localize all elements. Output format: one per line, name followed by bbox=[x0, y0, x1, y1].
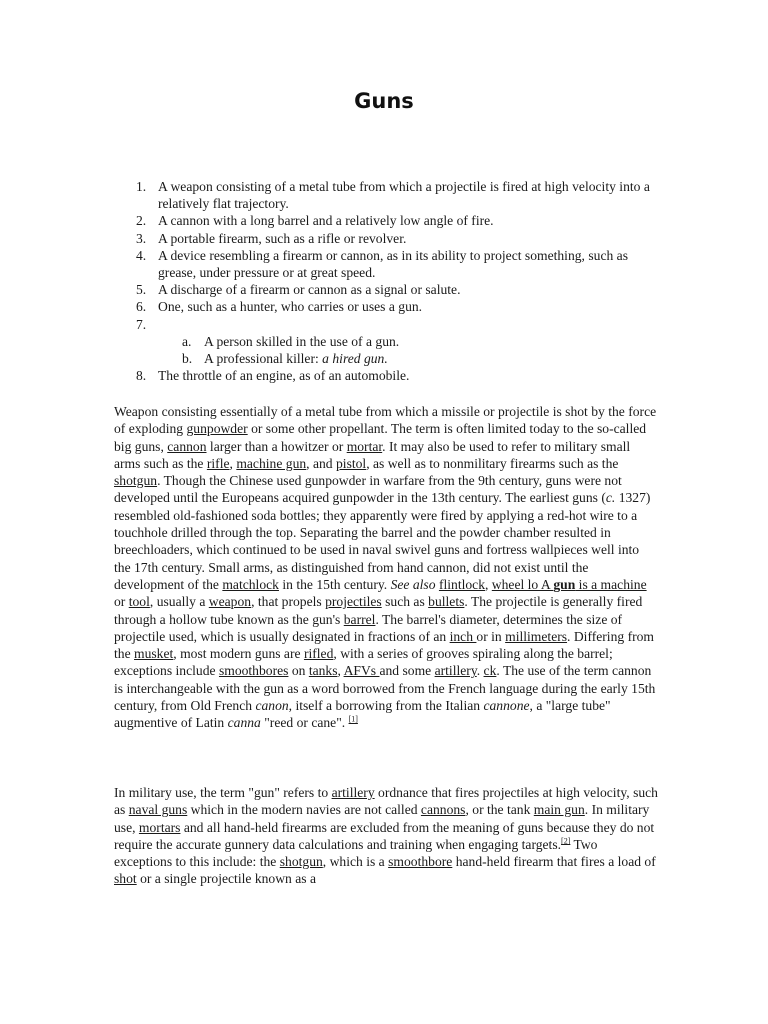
list-number: 5. bbox=[136, 282, 147, 298]
list-item bbox=[136, 178, 656, 212]
paragraph-text: and some bbox=[379, 663, 435, 679]
paragraph-text: in the 15th century. bbox=[278, 576, 391, 592]
sub-list-letter: b. bbox=[182, 351, 193, 367]
italic-text: canna bbox=[227, 715, 261, 731]
paragraph-text: , that propels bbox=[251, 594, 326, 610]
link-shotgun[interactable]: shotgun bbox=[114, 473, 158, 489]
definition-text: One, such as a hunter, who carries or uses a gun. bbox=[158, 299, 423, 315]
list-item bbox=[136, 281, 656, 298]
paragraph-text: In military use, the term "gun" refers to bbox=[114, 785, 332, 800]
paragraph-text: . The projectile is generally fired through a hollow tube known as the gun's bbox=[114, 594, 643, 627]
paragraph-text: or some other propellant. The term is often limited today to the so-called big guns, bbox=[114, 421, 647, 454]
paragraph-text: , bbox=[229, 455, 237, 471]
list-item bbox=[136, 230, 656, 247]
list-item bbox=[136, 298, 656, 315]
link-artillery[interactable]: artillery bbox=[434, 663, 477, 679]
paragraph-text: on bbox=[288, 663, 309, 679]
paragraph-text: , and bbox=[306, 455, 336, 471]
definition-text: A cannon with a long barrel and a relatively low angle of fire. bbox=[158, 213, 494, 229]
list-number: 2. bbox=[136, 213, 147, 229]
paragraph-text: . The barrel's diameter, determines the size of projectile used, which is usually designated in fractions of an bbox=[114, 611, 623, 644]
link-barrel[interactable]: barrel bbox=[343, 611, 376, 627]
italic-text: See also bbox=[390, 576, 436, 592]
paragraph-text: , itself a borrowing from the Italian bbox=[288, 698, 484, 714]
link-matchlock[interactable]: matchlock bbox=[222, 576, 279, 592]
sub-list-item bbox=[182, 350, 656, 367]
link-pistol[interactable]: pistol bbox=[336, 455, 367, 471]
link-flintlock[interactable]: flintlock bbox=[438, 576, 485, 592]
link-bullets[interactable]: bullets bbox=[428, 594, 465, 610]
paragraph-text: 1327) resembled old-fashioned soda bottles; they apparently were fired by applying a red-hot wire to a touchhole drilled through the top. Separating the barrel and the powder chamber resulted in breechloaders, which continued to be used in naval swivel guns and fortress wallpieces well into the 17th century. Small arms, as distinguished from hand cannon, did not exist until the development of the bbox=[114, 490, 651, 592]
definition-text: A weapon consisting of a metal tube from which a projectile is fired at high velocity into a relatively flat trajectory. bbox=[158, 179, 650, 212]
bold-text: gun bbox=[553, 576, 576, 592]
list-item bbox=[136, 367, 656, 384]
link-naval-guns[interactable]: naval guns bbox=[128, 802, 188, 818]
paragraph-text: Two exceptions to this include: the bbox=[114, 836, 598, 870]
paragraph-text: . bbox=[476, 663, 484, 679]
footnote-link-1[interactable]: [1] bbox=[348, 714, 358, 724]
paragraph-text: larger than a howitzer or bbox=[206, 438, 347, 454]
list-number: 8. bbox=[136, 368, 147, 384]
list-item bbox=[136, 212, 656, 229]
paragraph-text: . It may also be used to refer to military small arms such as the bbox=[114, 438, 631, 471]
link-musket[interactable]: musket bbox=[134, 646, 174, 662]
paragraph-text: such as bbox=[381, 594, 429, 610]
definition-text: A discharge of a firearm or cannon as a signal or salute. bbox=[158, 282, 461, 298]
sub-list-item bbox=[182, 333, 656, 350]
link-rifle[interactable]: rifle bbox=[206, 455, 230, 471]
paragraph-text: or in bbox=[476, 628, 506, 644]
link-mortar[interactable]: mortar bbox=[346, 438, 383, 454]
paragraph-text: hand-held firearm that fires a load of bbox=[452, 854, 656, 870]
link-millimeters[interactable]: millimeters bbox=[505, 628, 568, 644]
link-wheel-lock[interactable]: wheel lo A bbox=[491, 576, 554, 592]
link-rifled[interactable]: rifled bbox=[303, 646, 334, 662]
definition-text: A device resembling a firearm or cannon, as in its ability to project something, such as grease, under pressure or at great speed. bbox=[158, 247, 628, 281]
link-weapon[interactable]: weapon bbox=[208, 594, 252, 610]
link-smoothbores[interactable]: smoothbores bbox=[218, 663, 289, 679]
list-number: 4. bbox=[136, 247, 147, 263]
list-item bbox=[136, 316, 656, 368]
link-cannon[interactable]: cannon bbox=[167, 438, 207, 454]
body-paragraph bbox=[114, 784, 658, 888]
list-number: 6. bbox=[136, 299, 147, 315]
paragraph-text: . Though the Chinese used gunpowder in warfare from the 9th century, guns were not developed until the Europeans acquired gunpowder in the 13th century. The earliest guns ( bbox=[114, 473, 622, 506]
paragraph-text: , a "large tube" augmentive of Latin bbox=[114, 698, 611, 731]
paragraph-text: which in the modern navies are not called bbox=[187, 802, 421, 818]
definition-text: A person skilled in the use of a gun. bbox=[204, 333, 400, 349]
italic-text: c. bbox=[605, 490, 616, 506]
paragraph-text: or bbox=[114, 594, 129, 610]
paragraph-text: Weapon consisting essentially of a metal tube from which a missile or projectile is shot by the force of exploding bbox=[114, 404, 657, 437]
paragraph-text: , most modern guns are bbox=[173, 646, 304, 662]
list-number: 7. bbox=[136, 316, 147, 332]
definition-text: A portable firearm, such as a rifle or revolver. bbox=[158, 230, 407, 246]
link-tanks[interactable]: tanks bbox=[308, 663, 338, 679]
definition-list bbox=[136, 178, 656, 384]
paragraph-text: , bbox=[485, 576, 492, 592]
paragraph-text: . In military use, bbox=[114, 802, 650, 835]
link-shot[interactable]: shot bbox=[114, 871, 137, 887]
italic-text: cannone bbox=[483, 698, 530, 714]
paragraph-text: , usually a bbox=[149, 594, 209, 610]
paragraph-text: . The use of the term cannon is interchangeable with the gun as a word borrowed from the French language during the early 15th century, from Old French bbox=[114, 663, 656, 714]
link-gunpowder[interactable]: gunpowder bbox=[186, 421, 248, 437]
sub-definition-list bbox=[158, 333, 656, 367]
paragraph-text: , which is a bbox=[322, 854, 389, 870]
link-smoothbore[interactable]: smoothbore bbox=[388, 854, 453, 870]
paragraph-text: , as well as to nonmilitary firearms such as the bbox=[366, 455, 619, 471]
link-main-gun[interactable]: main gun bbox=[533, 802, 585, 818]
paragraph-text: , or the tank bbox=[465, 802, 534, 818]
italic-text: canon bbox=[255, 698, 289, 714]
list-number: 3. bbox=[136, 230, 147, 246]
link-ck[interactable]: ck bbox=[483, 663, 497, 679]
definition-text: The throttle of an engine, as of an automobile. bbox=[158, 368, 410, 384]
link-tool[interactable]: tool bbox=[128, 594, 150, 610]
list-number: 1. bbox=[136, 179, 147, 194]
paragraph-text: . Differing from the bbox=[114, 628, 654, 662]
paragraph-text: , with a series of grooves spiraling along the barrel; exceptions include bbox=[114, 646, 613, 679]
paragraph-text: "reed or cane". bbox=[260, 715, 349, 731]
link-shotgun[interactable]: shotgun bbox=[279, 854, 323, 870]
paragraph-text: or a single projectile known as a bbox=[136, 871, 316, 887]
link-cannons[interactable]: cannons bbox=[420, 802, 466, 818]
page-title: Guns bbox=[354, 89, 414, 113]
paragraph-text: ordnance that fires projectiles at high velocity, such as bbox=[114, 785, 658, 818]
link-gun-bold[interactable] bbox=[553, 577, 575, 592]
link-machine[interactable]: is a machine bbox=[575, 576, 647, 592]
paragraph-text: , bbox=[337, 663, 344, 679]
sub-list-letter: a. bbox=[182, 333, 192, 349]
usage-example: a hired gun. bbox=[322, 351, 388, 367]
body-paragraph bbox=[114, 403, 658, 732]
link-projectiles[interactable]: projectiles bbox=[325, 594, 382, 610]
link-artillery[interactable]: artillery bbox=[331, 785, 375, 800]
definition-text: A professional killer: bbox=[204, 351, 323, 367]
footnote-link-2[interactable]: [2] bbox=[561, 836, 571, 846]
link-inch[interactable]: inch bbox=[449, 628, 477, 644]
paragraph-text: and all hand-held firearms are excluded from the meaning of guns because they do not require the accurate gunnery data calculations and training when engaging targets. bbox=[114, 819, 655, 852]
link-mortars[interactable]: mortars bbox=[138, 819, 181, 835]
link-machine-gun[interactable]: machine gun bbox=[236, 455, 307, 471]
list-item bbox=[136, 247, 656, 281]
link-afvs[interactable]: AFVs bbox=[343, 663, 380, 679]
